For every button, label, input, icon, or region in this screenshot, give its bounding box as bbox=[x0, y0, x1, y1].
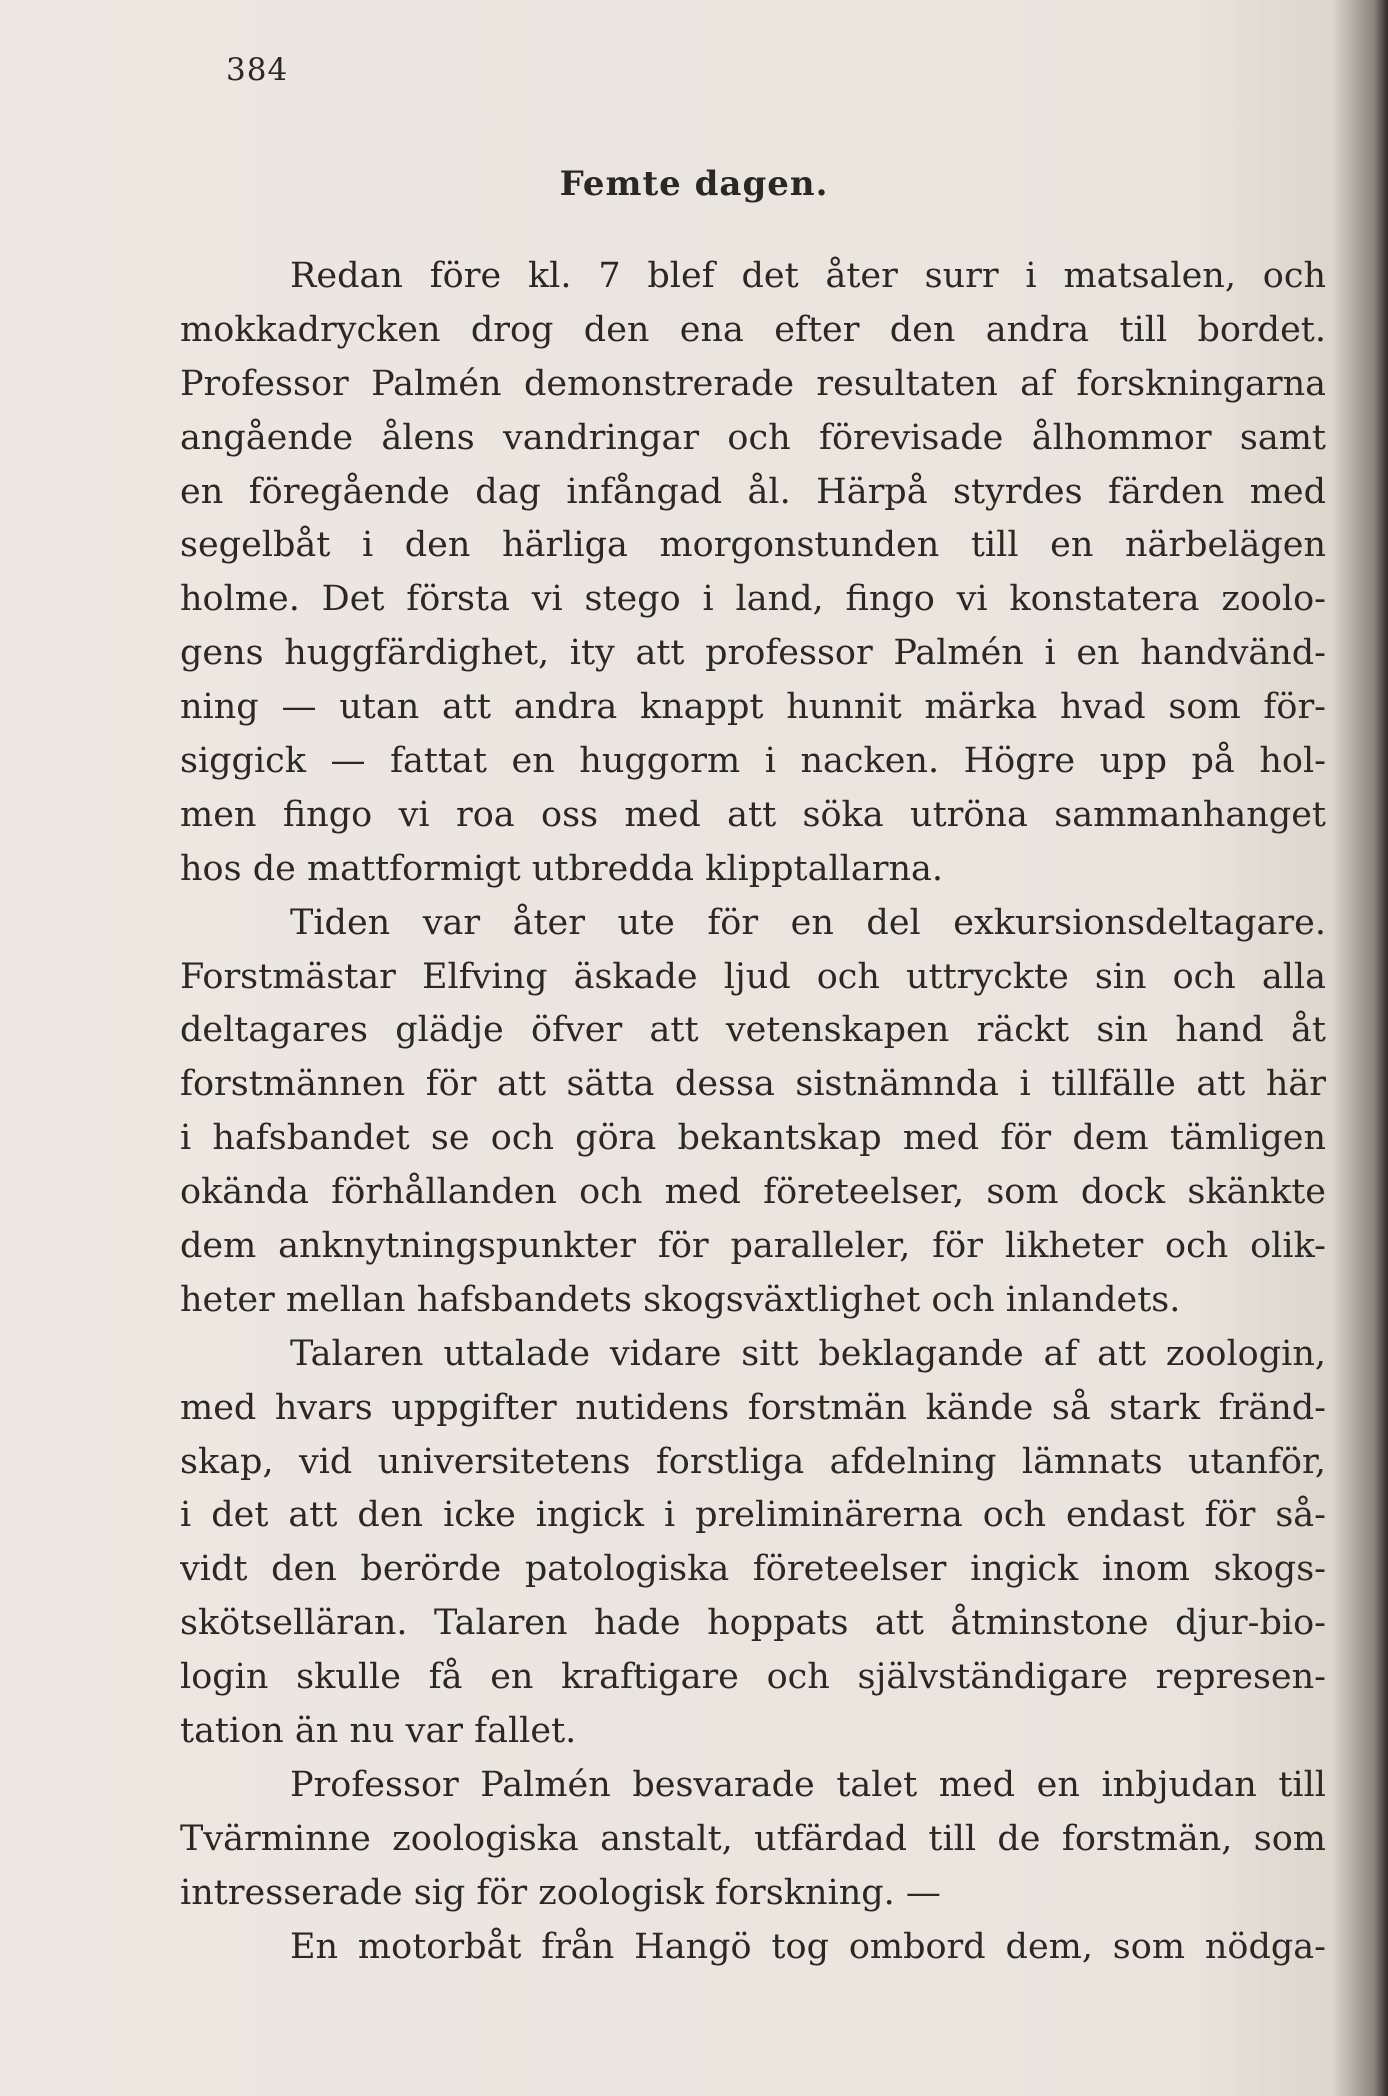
text-line: med hvars uppgifter nutidens forstmän kände så stark fränd- bbox=[180, 1387, 1326, 1428]
text-line: angående ålens vandringar och förevisade ålhommor samt bbox=[180, 417, 1326, 458]
text-line: skap, vid universitetens forstliga afdelning lämnats utanför, bbox=[180, 1441, 1326, 1482]
text-line: ning — utan att andra knappt hunnit märka hvad som för- bbox=[180, 687, 1326, 728]
text-line: hos de mattformigt utbredda klipptallarna. bbox=[180, 848, 943, 889]
page-number: 384 bbox=[226, 52, 289, 88]
text-line: vidt den berörde patologiska företeelser ingick inom skogs- bbox=[180, 1549, 1326, 1590]
text-line: holme. Det första vi stego i land, fingo vi konstatera zoolo- bbox=[180, 579, 1326, 620]
text-line: segelbåt i den härliga morgonstunden till en närbelägen bbox=[180, 525, 1326, 566]
text-line: En motorbåt från Hangö tog ombord dem, som nödga- bbox=[290, 1926, 1326, 1967]
text-line: dem anknytningspunkter för paralleler, för likheter och olik- bbox=[180, 1226, 1326, 1267]
text-line: Forstmästar Elfving äskade ljud och uttryckte sin och alla bbox=[180, 956, 1326, 997]
text-line: okända förhållanden och med företeelser, som dock skänkte bbox=[180, 1172, 1326, 1213]
text-line: Tiden var åter ute för en del exkursionsdeltagare. bbox=[290, 902, 1326, 943]
text-line: Professor Palmén demonstrerade resultaten af forskningarna bbox=[180, 363, 1326, 404]
text-line: gens huggfärdighet, ity att professor Palmén i en handvänd- bbox=[180, 633, 1326, 674]
text-line: Redan före kl. 7 blef det åter surr i matsalen, och bbox=[290, 256, 1326, 296]
text-line: men fingo vi roa oss med att söka utröna sammanhanget bbox=[180, 794, 1326, 835]
text-line: siggick — fattat en huggorm i nacken. Högre upp på hol- bbox=[180, 741, 1326, 782]
text-line: i hafsbandet se och göra bekantskap med för dem tämligen bbox=[180, 1118, 1326, 1159]
text-line: deltagares glädje öfver att vetenskapen räckt sin hand åt bbox=[180, 1010, 1326, 1051]
text-line: login skulle få en kraftigare och självständigare represen- bbox=[180, 1657, 1326, 1698]
section-heading: Femte dagen. bbox=[559, 164, 829, 204]
text-line: intresserade sig för zoologisk forskning. — bbox=[180, 1872, 941, 1913]
text-line: Tvärminne zoologiska anstalt, utfärdad till de forstmän, som bbox=[180, 1818, 1326, 1859]
text-line: skötselläran. Talaren hade hoppats att åtminstone djur-bio- bbox=[180, 1603, 1326, 1644]
text-line: tation än nu var fallet. bbox=[180, 1711, 577, 1752]
text-line: Professor Palmén besvarade talet med en inbjudan till bbox=[290, 1764, 1326, 1805]
text-line: heter mellan hafsbandets skogsväxtlighet och inlandets. bbox=[180, 1279, 1181, 1320]
text-line: en föregående dag infångad ål. Härpå styrdes färden med bbox=[180, 471, 1326, 512]
text-line: i det att den icke ingick i preliminärerna och endast för så- bbox=[180, 1495, 1326, 1536]
body-text bbox=[180, 250, 1326, 1975]
text-line: Talaren uttalade vidare sitt beklagande af att zoologin, bbox=[290, 1333, 1326, 1374]
text-line: mokkadrycken drog den ena efter den andra till bordet. bbox=[180, 309, 1326, 350]
text-line: forstmännen för att sätta dessa sistnämnda i tillfälle att här bbox=[180, 1064, 1326, 1105]
